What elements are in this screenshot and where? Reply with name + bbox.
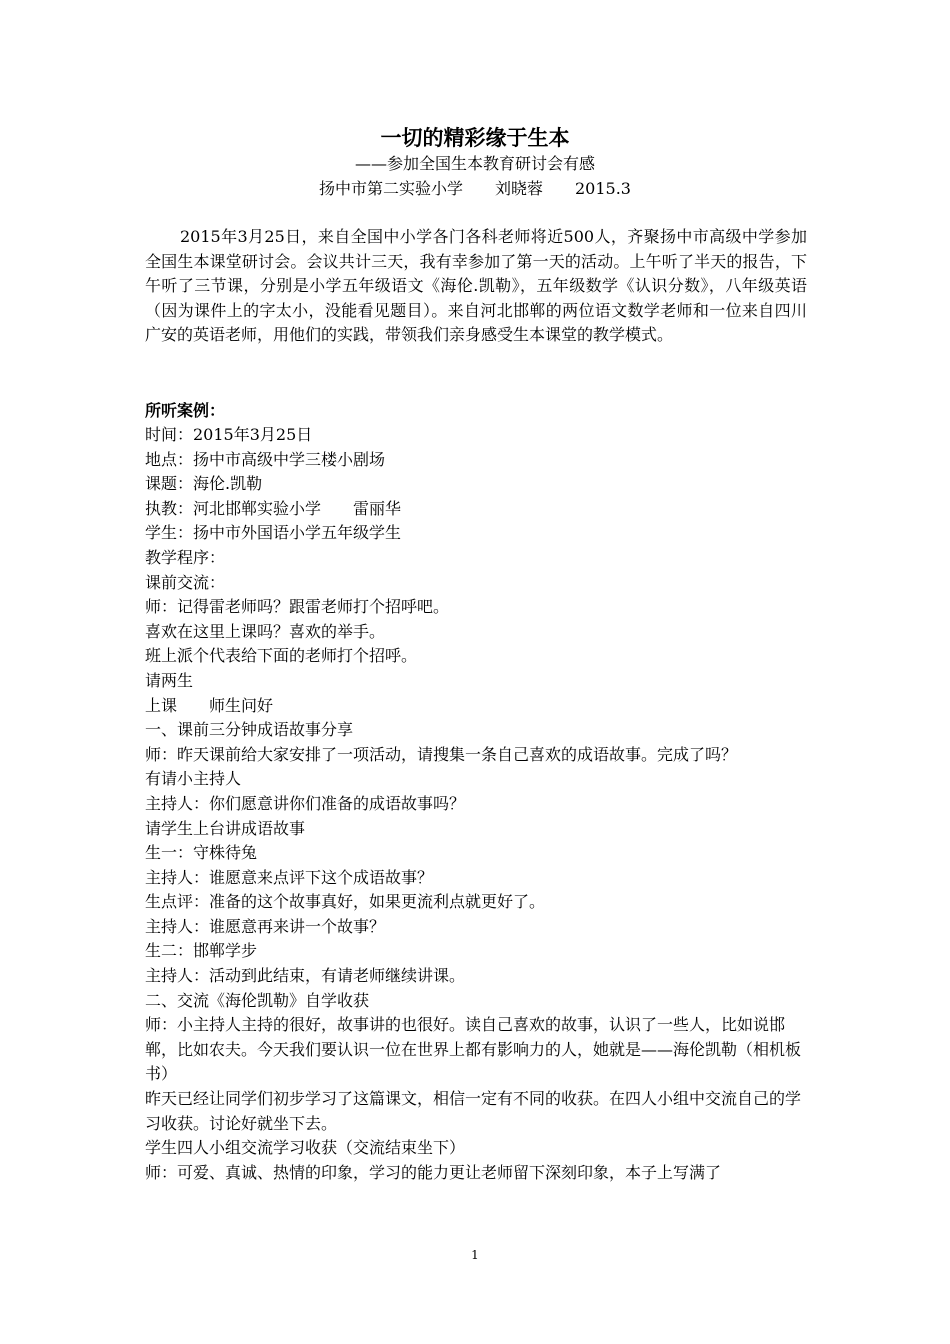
text-line: 上课 师生问好 [145,695,274,715]
section-heading: 所听案例： [145,401,226,420]
text-line: 课前交流： [145,572,226,592]
author-line: 扬中市第二实验小学 刘晓蓉 2015.3 [319,179,631,198]
text-line: 教学程序： [145,547,226,567]
text-line: 课题：海伦.凯勒 [145,474,263,494]
text-line: 时间：2015年3月25日 [145,425,313,444]
text-line: 请两生 [145,670,194,690]
text-line: 师：小主持人主持的很好，故事讲的也很好。读自己喜欢的故事，认识了一些人，比如说邯郸，比如农夫。今天我们要认识一位在世界上都有影响力的人，她就是——海伦凯勒（相机板书） [145,1015,802,1084]
text-line: 生一：守株待兔 [145,843,258,863]
intro-paragraph: 2015年3月25日，来自全国中小学各门各科老师将近500人，齐聚扬中市高级中学参加全国生本课堂研讨会。会议共计三天，我有幸参加了第一天的活动。上午听了半天的报告，下午听了三节课，分别是小学五年级语文《海伦.凯勒》，五年级数学《认识分数》，八年级英语（因为课件上的字太小，没能看见题目）。来自河北邯郸的两位语文数学老师和一位来自四川广安的英语老师，用他们的实践，带领我们亲身感受生本课堂的教学模式。 [145,227,807,344]
text-line: 主持人：你们愿意讲你们准备的成语故事吗？ [145,793,466,813]
text-line: 主持人：谁愿意再来讲一个故事？ [145,916,386,936]
text-line: 有请小主持人 [145,769,242,789]
text-line: 师：可爱、真诚、热情的印象，学习的能力更让老师留下深刻印象，本子上写满了 [145,1162,722,1182]
text-line: 生二：邯郸学步 [145,941,258,961]
document-title: 一切的精彩缘于生本 [380,126,570,150]
text-line: 喜欢在这里上课吗？喜欢的举手。 [145,621,386,641]
document-subtitle: ——参加全国生本教育研讨会有感 [354,154,595,173]
text-line: 学生四人小组交流学习收获（交流结束坐下） [145,1138,466,1158]
text-line: 一、课前三分钟成语故事分享 [145,720,354,740]
text-line: 师：记得雷老师吗？跟雷老师打个招呼吧。 [145,597,450,617]
text-line: 昨天已经让同学们初步学习了这篇课文，相信一定有不同的收获。在四人小组中交流自己的学习收获。讨论好就坐下去。 [145,1089,802,1133]
case-lines [145,423,807,1185]
text-line: 生点评：准备的这个故事真好，如果更流利点就更好了。 [145,892,546,912]
text-line: 班上派个代表给下面的老师打个招呼。 [145,646,418,666]
text-line: 学生：扬中市外国语小学五年级学生 [145,523,402,543]
case-section [145,398,807,1185]
text-line: 主持人：谁愿意来点评下这个成语故事？ [145,867,434,887]
text-line: 地点：扬中市高级中学三楼小剧场 [145,449,386,469]
text-line: 执教：河北邯郸实验小学 雷丽华 [145,498,402,518]
text-line: 主持人：活动到此结束，有请老师继续讲课。 [145,966,466,986]
text-line: 师：昨天课前给大家安排了一项活动，请搜集一条自己喜欢的成语故事。完成了吗？ [145,744,738,764]
page-number: 1 [471,1248,479,1262]
text-line: 请学生上台讲成语故事 [145,818,306,838]
text-line: 二、交流《海伦凯勒》自学收获 [145,990,370,1010]
